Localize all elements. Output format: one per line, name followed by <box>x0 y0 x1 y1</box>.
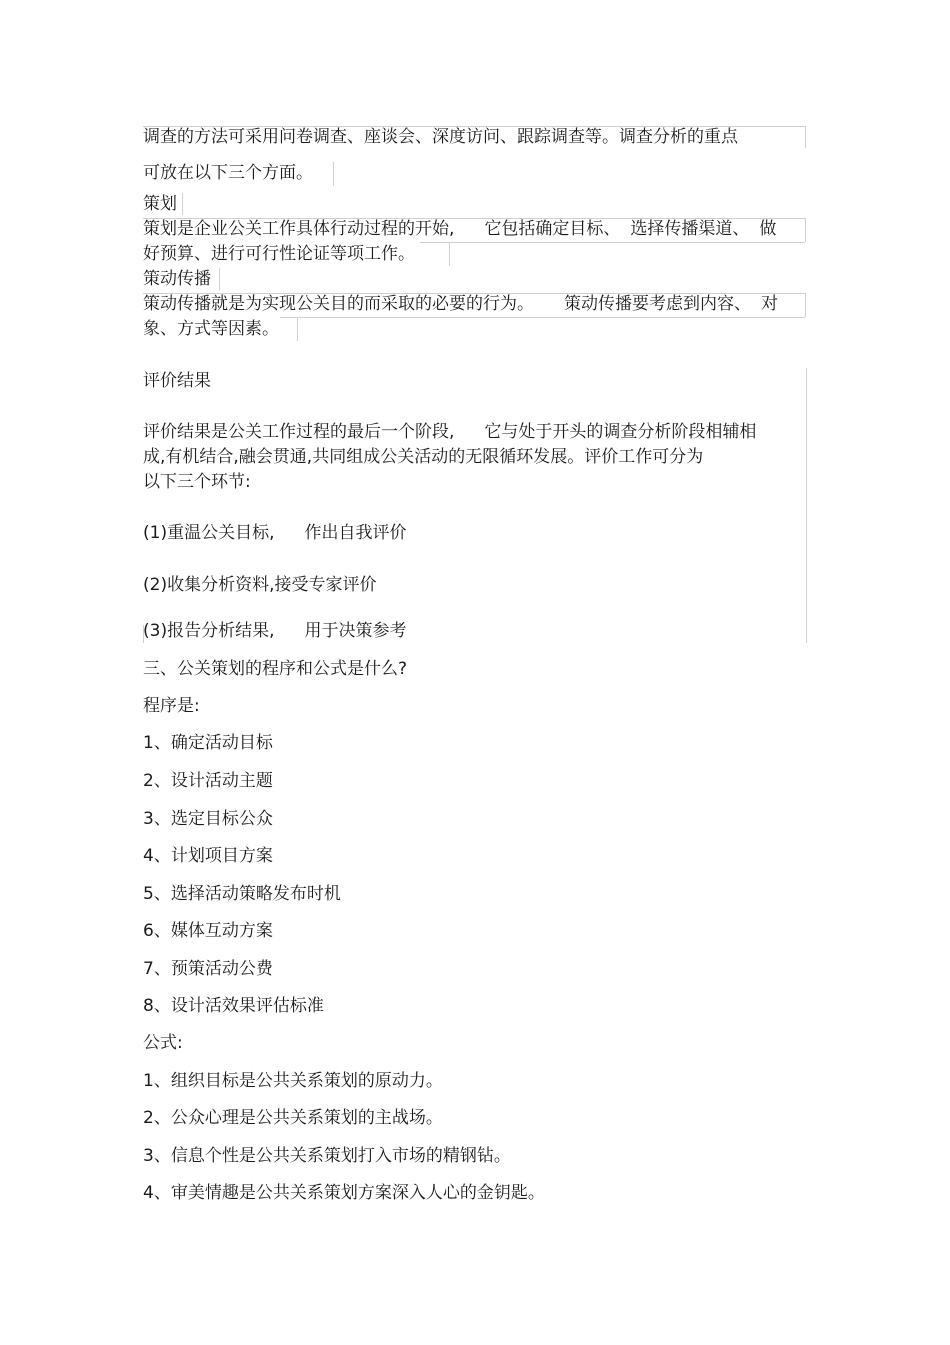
procedure-item-7: 7、预策活动公费 <box>143 959 273 979</box>
planning-heading: 策划 <box>143 194 177 214</box>
evaluation-item-2-part-a: (2)收集分析资料,接受专家评价 <box>143 575 377 595</box>
planning-line-1-part-b: 它包括确定目标、 <box>484 219 621 239</box>
procedure-label: 程序是: <box>143 696 200 716</box>
procedure-item-3: 3、选定目标公众 <box>143 809 273 829</box>
evaluation-item-1-part-a: (1)重温公关目标, <box>143 523 275 543</box>
communication-line-2: 象、方式等因素。 <box>143 319 279 339</box>
section-3-question: 三、公关策划的程序和公式是什么? <box>143 659 408 679</box>
communication-heading: 策动传播 <box>143 269 211 289</box>
planning-line-1-part-c: 选择传播渠道、 <box>630 219 750 239</box>
evaluation-item-3-part-b: 用于决策参考 <box>304 621 407 641</box>
planning-line-1-part-d: 做 <box>759 219 777 239</box>
evaluation-item-2 <box>143 573 376 597</box>
evaluation-item-3-part-a: (3)报告分析结果, <box>143 621 275 641</box>
procedure-item-5: 5、选择活动策略发布时机 <box>143 884 341 904</box>
survey-line-1: 调查的方法可采用问卷调查、座谈会、深度访问、跟踪调查等。调查分析的重点 <box>143 127 738 147</box>
communication-line-1 <box>143 292 778 316</box>
evaluation-para-line-1 <box>143 420 756 444</box>
communication-line-1-part-b: 策动传播要考虑到内容、 <box>564 294 751 314</box>
planning-line-1 <box>143 217 776 241</box>
survey-line-2: 可放在以下三个方面。 <box>143 163 313 183</box>
procedure-item-2: 2、设计活动主题 <box>143 771 273 791</box>
evaluation-item-1 <box>143 521 406 545</box>
evaluation-para-line-2: 成,有机结合,融会贯通,共同组成公关活动的无限循环发展。评价工作可分为 <box>143 447 704 467</box>
evaluation-para-line-1-part-a: 评价结果是公关工作过程的最后一个阶段, <box>143 422 455 442</box>
procedure-item-4: 4、计划项目方案 <box>143 846 273 866</box>
procedure-item-1: 1、确定活动目标 <box>143 733 273 753</box>
communication-line-1-part-c: 对 <box>761 294 778 314</box>
planning-line-1-part-a: 策划是企业公关工作具体行动过程的开始, <box>143 219 455 239</box>
formula-label: 公式: <box>143 1033 183 1053</box>
procedure-item-8: 8、设计活效果评估标准 <box>143 996 324 1016</box>
evaluation-item-1-part-b: 作出自我评价 <box>304 523 407 543</box>
evaluation-heading: 评价结果 <box>143 371 211 391</box>
formula-item-1: 1、组织目标是公共关系策划的原动力。 <box>143 1071 443 1091</box>
planning-line-2: 好预算、进行可行性论证等项工作。 <box>143 244 415 264</box>
formula-item-2: 2、公众心理是公共关系策划的主战场。 <box>143 1108 443 1128</box>
evaluation-para-line-3: 以下三个环节: <box>143 472 251 492</box>
formula-item-4: 4、审美情趣是公共关系策划方案深入人心的金钥匙。 <box>143 1183 545 1203</box>
evaluation-item-3 <box>143 619 406 643</box>
procedure-item-6: 6、媒体互动方案 <box>143 921 273 941</box>
evaluation-para-line-1-part-b: 它与处于开头的调查分析阶段相辅相 <box>484 422 757 442</box>
formula-item-3: 3、信息个性是公共关系策划打入市场的精钢钻。 <box>143 1146 511 1166</box>
communication-line-1-part-a: 策动传播就是为实现公关目的而采取的必要的行为。 <box>143 294 534 314</box>
